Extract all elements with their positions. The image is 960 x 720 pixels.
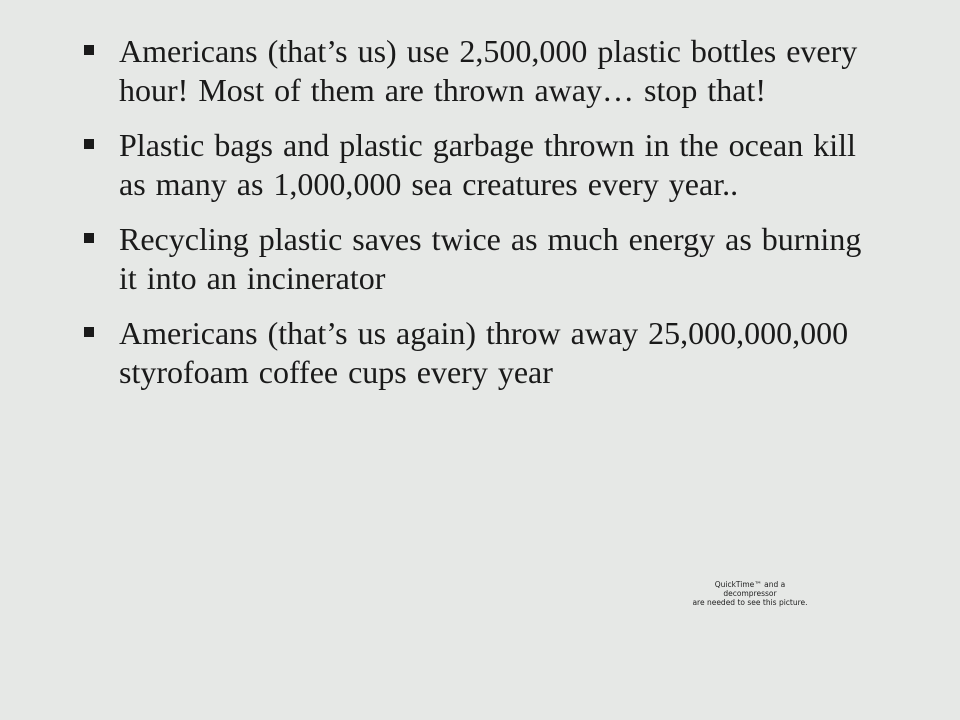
bullet-list <box>82 32 882 408</box>
bullet-item <box>82 126 882 203</box>
bullet-item <box>82 314 882 391</box>
bullet-item <box>82 32 882 109</box>
bullet-item <box>82 220 882 297</box>
placeholder-line: are needed to see this picture. <box>692 598 808 607</box>
placeholder-line: QuickTime™ and a <box>714 580 786 589</box>
bullet-text: Americans (that’s us) use 2,500,000 plastic bottles every hour! Most of them are thrown away… stop that! <box>119 33 858 108</box>
quicktime-placeholder <box>680 580 820 607</box>
square-bullet-icon <box>84 45 94 55</box>
square-bullet-icon <box>84 327 94 337</box>
placeholder-line: decompressor <box>723 589 777 598</box>
bullet-text: Americans (that’s us again) throw away 25,000,000,000 styrofoam coffee cups every year <box>119 315 849 390</box>
square-bullet-icon <box>84 233 94 243</box>
bullet-text: Plastic bags and plastic garbage thrown in the ocean kill as many as 1,000,000 sea creatures every year.. <box>119 127 856 202</box>
square-bullet-icon <box>84 139 94 149</box>
bullet-text: Recycling plastic saves twice as much energy as burning it into an incinerator <box>119 221 862 296</box>
